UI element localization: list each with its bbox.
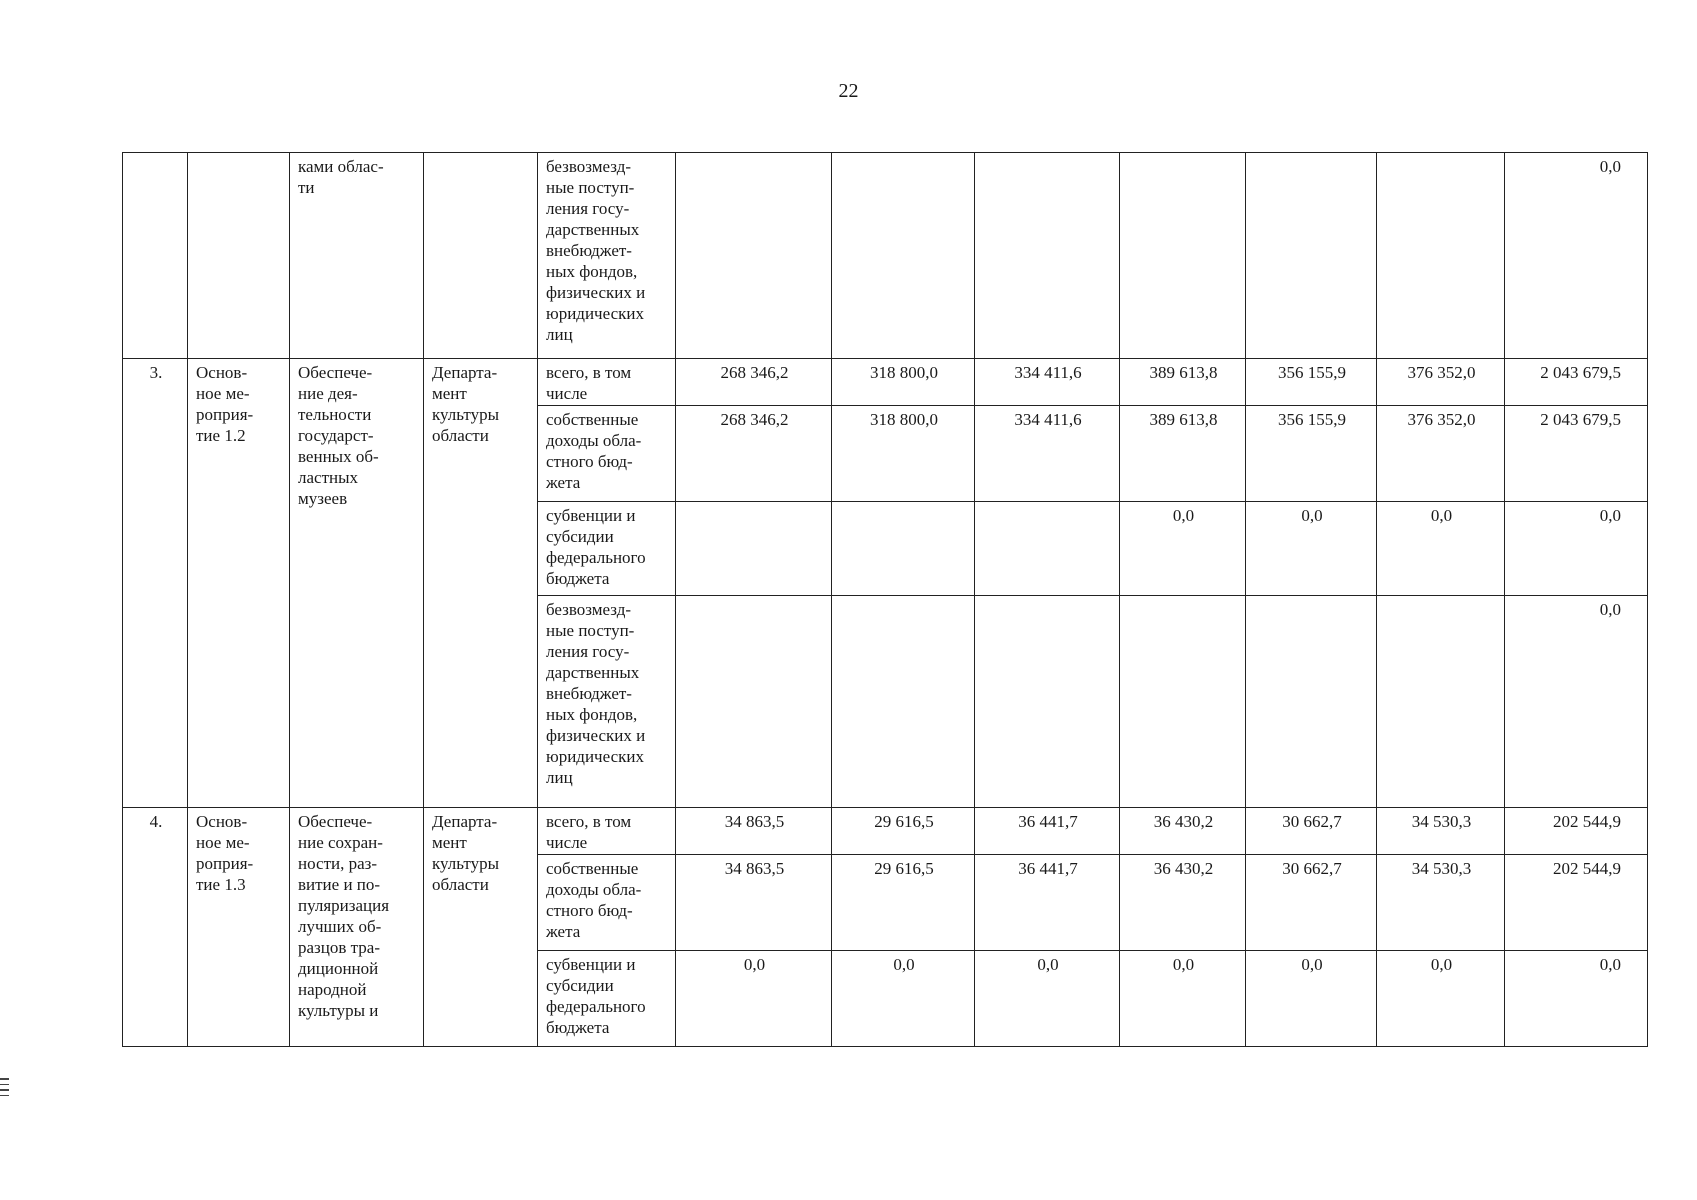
cell-total: 0,0: [1505, 951, 1648, 1047]
cell-total: 202 544,9: [1505, 808, 1648, 855]
cell-v2: 29 616,5: [832, 855, 975, 951]
cell-executor: Департа- мент культуры области: [424, 808, 538, 1047]
cell-v3: 36 441,7: [975, 808, 1120, 855]
cell-v4: [1120, 153, 1246, 359]
cell-v3: 334 411,6: [975, 406, 1120, 502]
cell-total: 0,0: [1505, 502, 1648, 596]
scan-edge-marks: [0, 1078, 9, 1096]
cell-total: 0,0: [1505, 596, 1648, 808]
cell-source: собственные доходы обла- стного бюд- жета: [538, 855, 676, 951]
table-body: [123, 153, 1648, 1047]
cell-v2: 29 616,5: [832, 808, 975, 855]
cell-v5: [1246, 153, 1377, 359]
cell-v3: 36 441,7: [975, 855, 1120, 951]
cell-v5: 30 662,7: [1246, 808, 1377, 855]
cell-source: субвенции и субсидии федерального бюджета: [538, 502, 676, 596]
cell-v3: [975, 502, 1120, 596]
cell-v4: 0,0: [1120, 951, 1246, 1047]
cell-activity: Основ- ное ме- роприя- тие 1.3: [188, 808, 290, 1047]
budget-table: [122, 152, 1648, 1047]
cell-v6: [1377, 596, 1505, 808]
cell-v1: 268 346,2: [676, 359, 832, 406]
cell-total: 2 043 679,5: [1505, 359, 1648, 406]
cell-v3: [975, 596, 1120, 808]
cell-source: собственные доходы обла- стного бюд- жета: [538, 406, 676, 502]
cell-num: 4.: [123, 808, 188, 1047]
cell-source: всего, в том числе: [538, 808, 676, 855]
cell-v5: 356 155,9: [1246, 406, 1377, 502]
cell-executor: Департа- мент культуры области: [424, 359, 538, 808]
cell-activity: Основ- ное ме- роприя- тие 1.2: [188, 359, 290, 808]
cell-v5: 0,0: [1246, 951, 1377, 1047]
cell-total: 2 043 679,5: [1505, 406, 1648, 502]
cell-total: 202 544,9: [1505, 855, 1648, 951]
cell-v1: 0,0: [676, 951, 832, 1047]
cell-v1: 34 863,5: [676, 855, 832, 951]
cell-v3: 0,0: [975, 951, 1120, 1047]
cell-v4: 36 430,2: [1120, 855, 1246, 951]
cell-num: [123, 153, 188, 359]
table-row: [123, 153, 1648, 359]
cell-source: субвенции и субсидии федерального бюджета: [538, 951, 676, 1047]
cell-num: 3.: [123, 359, 188, 808]
page-number: 22: [838, 80, 859, 102]
cell-v4: 0,0: [1120, 502, 1246, 596]
cell-v2: 318 800,0: [832, 406, 975, 502]
cell-v4: 389 613,8: [1120, 359, 1246, 406]
cell-v6: [1377, 153, 1505, 359]
cell-v2: [832, 596, 975, 808]
cell-v1: [676, 596, 832, 808]
cell-executor: [424, 153, 538, 359]
cell-v2: 0,0: [832, 951, 975, 1047]
cell-v2: 318 800,0: [832, 359, 975, 406]
cell-v4: 389 613,8: [1120, 406, 1246, 502]
cell-v6: 376 352,0: [1377, 359, 1505, 406]
table-row: [123, 359, 1648, 406]
cell-v1: [676, 153, 832, 359]
cell-v6: 34 530,3: [1377, 808, 1505, 855]
cell-activity: [188, 153, 290, 359]
cell-title: ками облас- ти: [290, 153, 424, 359]
cell-v2: [832, 502, 975, 596]
cell-v2: [832, 153, 975, 359]
cell-v4: 36 430,2: [1120, 808, 1246, 855]
table-row: [123, 808, 1648, 855]
cell-v1: 34 863,5: [676, 808, 832, 855]
cell-source: всего, в том числе: [538, 359, 676, 406]
cell-v3: 334 411,6: [975, 359, 1120, 406]
cell-v5: 356 155,9: [1246, 359, 1377, 406]
cell-v5: 0,0: [1246, 502, 1377, 596]
cell-v6: 0,0: [1377, 951, 1505, 1047]
cell-v3: [975, 153, 1120, 359]
cell-v1: [676, 502, 832, 596]
cell-v4: [1120, 596, 1246, 808]
cell-v5: 30 662,7: [1246, 855, 1377, 951]
cell-title: Обеспече- ние сохран- ности, раз- витие и по- пуляризация лучших об- разцов тра- диционной народной культуры и: [290, 808, 424, 1047]
cell-source: безвозмезд- ные поступ- ления госу- дарственных внебюджет- ных фондов, физических и юридических лиц: [538, 153, 676, 359]
cell-v5: [1246, 596, 1377, 808]
cell-title: Обеспече- ние дея- тельности государст- венных об- ластных музеев: [290, 359, 424, 808]
cell-v1: 268 346,2: [676, 406, 832, 502]
cell-v6: 0,0: [1377, 502, 1505, 596]
cell-total: 0,0: [1505, 153, 1648, 359]
cell-source: безвозмезд- ные поступ- ления госу- дарственных внебюджет- ных фондов, физических и юридических лиц: [538, 596, 676, 808]
cell-v6: 34 530,3: [1377, 855, 1505, 951]
cell-v6: 376 352,0: [1377, 406, 1505, 502]
